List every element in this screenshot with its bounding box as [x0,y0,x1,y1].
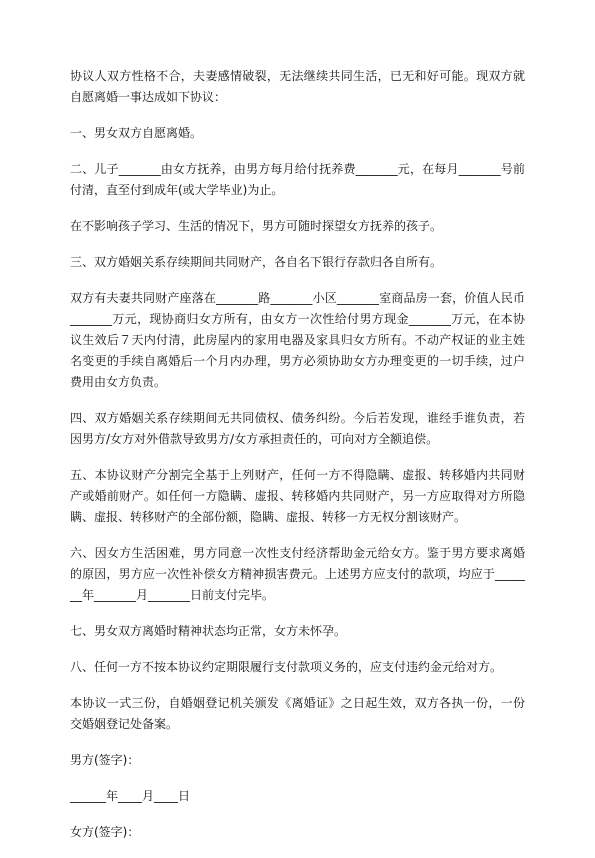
clause-3-bank-deposits: 三、双方婚姻关系存续期间共同财产，各自名下银行存款归各自所有。 [70,255,443,269]
property-paragraph: 双方有夫妻共同财产座落在_______路_______小区_______室商品房一套，价值人民币_______万元，现协商归女方所有，由女方一次性给付男方现金_______万元，在本协议生效后７天内付清，此房屋内的家用电器及家具归女方所有。不动产权证的业主姓名变更的手续自离婚后一个月内办理，男方必须协助女方办理变更的一切手续，过户费用由女方负责。 [70,291,525,389]
visitation-paragraph: 在不影响孩子学习、生活的情况下，男方可随时探望女方抚养的孩子。 [70,219,443,233]
clause-8-penalty: 八、任何一方不按本协议约定期限履行支付款项义务的，应支付违约金元给对方。 [70,660,503,674]
clause-6-financial-help: 六、因女方生活困难，男方同意一次性支付经济帮助金元给女方。鉴于男方要求离婚的原因，男方应一次性补偿女方精神损害费元。上述男方应支付的款项，均应于_______年_______月_______日前支付完毕。 [70,546,525,602]
clause-4-debts: 四、双方婚姻关系存续期间无共同债权、债务纠纷。今后若发现，谁经手谁负责，若因男方/女方对外借款导致男方/女方承担责任的，可向对方全额追偿。 [70,411,525,446]
clause-7-mental-state: 七、男女双方离婚时精神状态均正常，女方未怀孕。 [70,624,347,638]
signature-date-line: ______年____月____日 [70,789,191,803]
wife-signature-line: 女方(签字)： [70,825,140,839]
husband-signature-line: 男方(签字)： [70,753,140,767]
clause-5-property-division: 五、本协议财产分割完全基于上列财产，任何一方不得隐瞒、虚报、转移婚内共同财产或婚前财产。如任何一方隐瞒、虚报、转移婚内共同财产，另一方应取得对方所隐瞒、虚报、转移财产的全部份额，隐瞒、虚报、转移一方无权分割该财产。 [70,468,525,524]
intro-paragraph: 协议人双方性格不合，夫妻感情破裂，无法继续共同生活，已无和好可能。现双方就自愿离婚一事达成如下协议： [70,69,525,104]
agreement-document [70,66,525,858]
clause-2-child-custody: 二、儿子_______由女方抚养，由男方每月给付抚养费_______元，在每月_______号前付清，直至付到成年(或大学毕业)为止。 [70,162,525,197]
copies-paragraph: 本协议一式三份，自婚姻登记机关颁发《离婚证》之日起生效，双方各执一份，一份交婚姻登记处备案。 [70,696,525,731]
clause-1-divorce: 一、男女双方自愿离婚。 [70,126,203,140]
